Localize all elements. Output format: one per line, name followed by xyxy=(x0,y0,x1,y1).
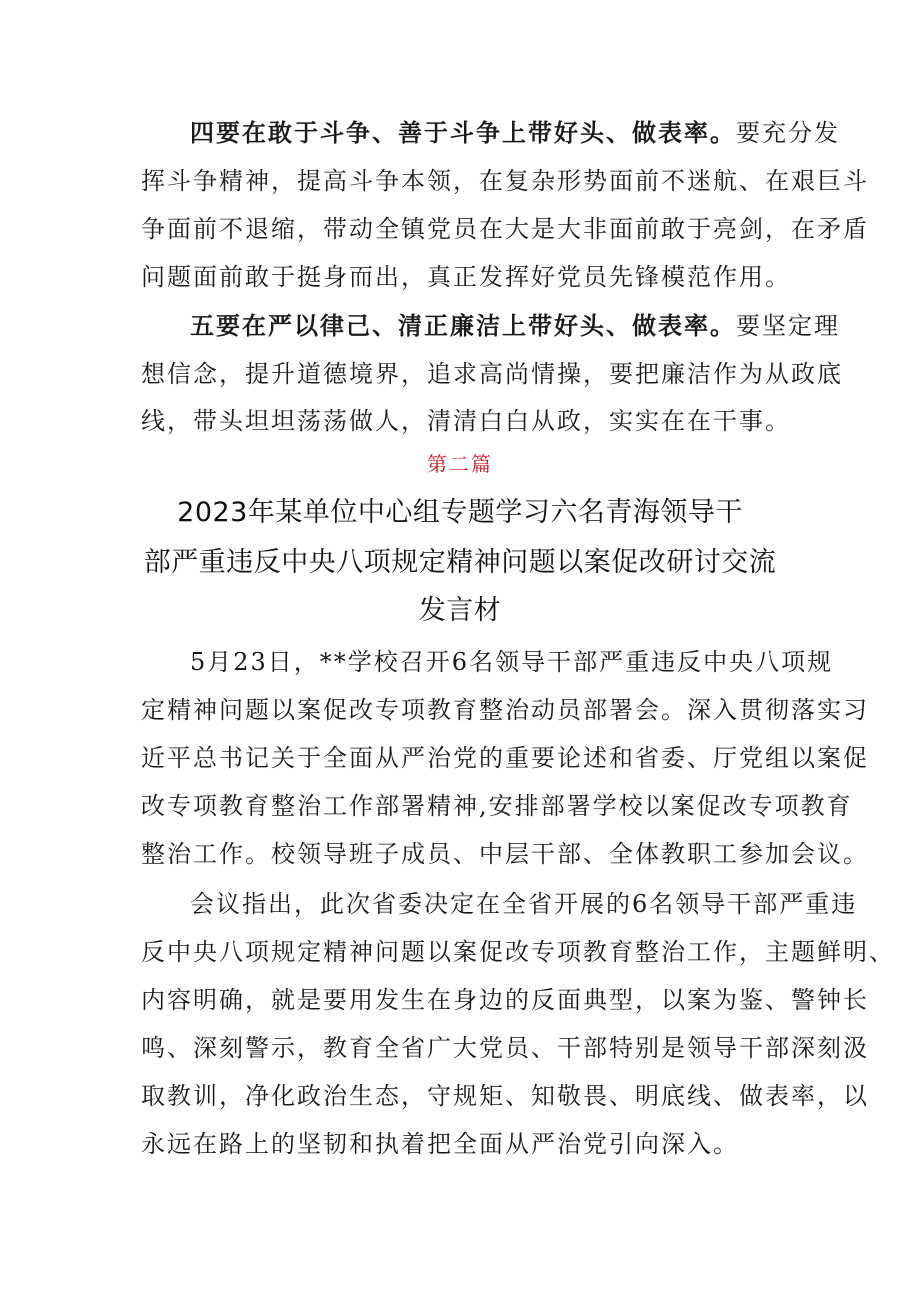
body-paragraph-1-line-3: 近平总书记关于全面从严治党的重要论述和省委、厅党组以案促 xyxy=(141,744,869,772)
paragraph-5-line-2: 想信念，提升道德境界，追求高尚情操，要把廉洁作为从政底 xyxy=(141,360,843,388)
body-paragraph-2-line-4: 鸣、深刻警示，教育全省广大党员、干部特别是领导干部深刻汲 xyxy=(141,1034,869,1062)
body-paragraph-2-line-1: 会议指出，此次省委决定在全省开展的6名领导干部严重违 xyxy=(190,890,858,918)
paragraph-4-line-1 xyxy=(190,118,840,148)
paragraph-5-line-1 xyxy=(190,311,840,341)
body-paragraph-1-line-5: 整治工作。校领导班子成员、中层干部、全体教职工参加会议。 xyxy=(141,840,869,868)
paragraph-4-line-3: 争面前不退缩，带动全镇党员在大是大非面前敢于亮剑，在矛盾 xyxy=(141,215,869,243)
body-paragraph-2-line-2: 反中央八项规定精神问题以案促改专项教育整治工作，主题鲜明、 xyxy=(141,938,895,966)
article-title-line-3: 发言材 xyxy=(418,595,502,626)
section-heading: 第二篇 xyxy=(427,452,493,476)
article-title-line-1: 2023年某单位中心组专题学习六名青海领导干 xyxy=(177,497,743,528)
article-title-line-2: 部严重违反中央八项规定精神问题以案促改研讨交流 xyxy=(143,547,777,578)
body-paragraph-1-line-4: 改专项教育整治工作部署精神,安排部署学校以案促改专项教育 xyxy=(141,792,853,820)
paragraph-5-text: 要坚定理 xyxy=(736,312,840,340)
paragraph-5-lead: 五要在严以律己、清正廉洁上带好头、做表率。 xyxy=(190,311,736,340)
body-paragraph-2-line-5: 取教训，净化政治生态，守规矩、知敬畏、明底线、做表率，以 xyxy=(141,1082,869,1110)
paragraph-4-line-2: 挥斗争精神，提高斗争本领，在复杂形势面前不迷航、在艰巨斗 xyxy=(141,167,869,195)
body-paragraph-2-line-6: 永远在路上的坚韧和执着把全面从严治党引向深入。 xyxy=(141,1130,739,1158)
body-paragraph-2-line-3: 内容明确，就是要用发生在身边的反面典型，以案为鉴、警钟长 xyxy=(141,986,869,1014)
body-paragraph-1-line-1: 5月23日，**学校召开6名领导干部严重违反中央八项规 xyxy=(190,648,834,676)
paragraph-4-text: 要充分发 xyxy=(736,119,840,147)
paragraph-5-line-3: 线，带头坦坦荡荡做人，清清白白从政，实实在在干事。 xyxy=(141,407,791,435)
body-paragraph-1-line-2: 定精神问题以案促改专项教育整治动员部署会。深入贯彻落实习 xyxy=(141,696,869,724)
paragraph-4-lead: 四要在敢于斗争、善于斗争上带好头、做表率。 xyxy=(190,118,736,147)
paragraph-4-line-4: 问题面前敢于挺身而出，真正发挥好党员先锋模范作用。 xyxy=(141,263,791,291)
